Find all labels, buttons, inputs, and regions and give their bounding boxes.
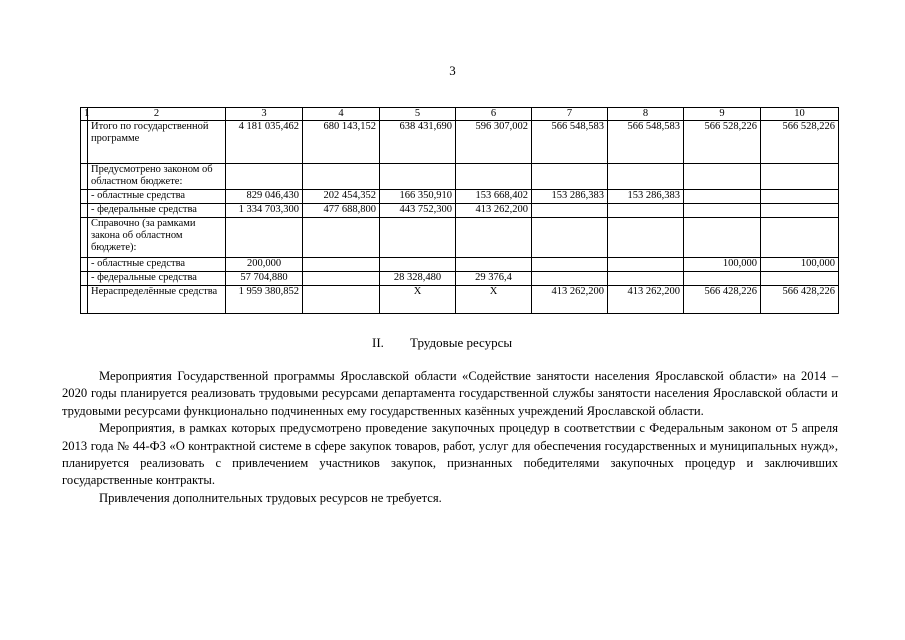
paragraph: Мероприятия Государственной программы Ярославской области «Содействие занятости населения Ярославской области» на 2014 – 2020 годы планируется реализовать трудовыми ресурсами департамента государственной службы занятости населения Ярославской области и трудовыми ресурсами функционально подчиненных ему государственных казённых учреждений Ярославской области. [62,369,838,418]
table-cell [684,272,761,286]
table-row [81,218,839,258]
header-cell: 2 [88,108,226,121]
table-cell: 57 704,880 [226,272,303,286]
table-cell: 566 548,583 [532,121,608,164]
table-cell [81,204,88,218]
table-cell: 638 431,690 [380,121,456,164]
table-cell [761,204,839,218]
table-cell: 153 286,383 [532,190,608,204]
table-row [81,286,839,314]
header-cell: 10 [761,108,839,121]
table-row [81,204,839,218]
table-cell: 4 181 035,462 [226,121,303,164]
table-cell [608,258,684,272]
page-number: 3 [449,63,456,78]
row-label: - областные средства [88,190,226,204]
table-cell [761,164,839,190]
table-cell: 680 143,152 [303,121,380,164]
table-cell: 829 046,430 [226,190,303,204]
table-cell: 566 528,226 [761,121,839,164]
table-cell [608,218,684,258]
table-cell: 100,000 [684,258,761,272]
table-row [81,190,839,204]
table-cell [380,164,456,190]
table-cell [761,218,839,258]
table-cell: 413 262,200 [608,286,684,314]
table-header-row [81,108,839,121]
table-cell: 28 328,480 [380,272,456,286]
table-cell [81,164,88,190]
table-cell [303,286,380,314]
table-cell [761,272,839,286]
section-number: II. [372,335,384,350]
row-label: - областные средства [88,258,226,272]
table-cell [303,218,380,258]
table-cell [81,121,88,164]
header-cell: 7 [532,108,608,121]
table-cell [303,258,380,272]
table-cell [303,272,380,286]
table-cell [608,164,684,190]
table-row [81,164,839,190]
table-cell [380,258,456,272]
table-cell [81,272,88,286]
header-cell: 3 [226,108,303,121]
table-cell [81,286,88,314]
paragraph: Мероприятия, в рамках которых предусмотрено проведение закупочных процедур в соответствии с Федеральным законом от 5 апреля 2013 года № 44-ФЗ «О контрактной системе в сфере закупок товаров, работ, услуг для обеспечения государственных и муниципальных нужд», планируется реализовать с привлечением участников закупок, признанных победителями закупочных процедур и заключивших государственные контракты. [62,421,838,488]
table-cell [81,258,88,272]
table-cell: 29 376,4 [456,272,532,286]
header-cell: 9 [684,108,761,121]
table-cell: 413 262,200 [456,204,532,218]
table-cell [226,164,303,190]
table-cell [761,190,839,204]
section-heading [372,335,512,351]
table-cell [303,164,380,190]
table-cell [532,218,608,258]
row-label: Предусмотрено законом об областном бюджете: [88,164,226,190]
table-cell: 166 350,910 [380,190,456,204]
table-row [81,258,839,272]
table-cell [456,164,532,190]
table-cell [456,218,532,258]
table-cell [532,272,608,286]
table-cell [456,258,532,272]
section-body [62,368,838,507]
header-cell: 4 [303,108,380,121]
table-cell: 153 668,402 [456,190,532,204]
table-cell: 1 959 380,852 [226,286,303,314]
table-cell [532,164,608,190]
table-cell: 413 262,200 [532,286,608,314]
table-cell: 566 428,226 [761,286,839,314]
table-cell [684,204,761,218]
table-cell [532,258,608,272]
table-cell [684,164,761,190]
table-cell: Х [456,286,532,314]
row-label: - федеральные средства [88,272,226,286]
table-cell [608,272,684,286]
budget-table [80,107,839,314]
row-label: Итого по государственной программе [88,121,226,164]
table-cell [81,218,88,258]
table-cell [608,204,684,218]
table-cell: 100,000 [761,258,839,272]
table-cell: 596 307,002 [456,121,532,164]
table-cell: 200,000 [226,258,303,272]
table-cell: 202 454,352 [303,190,380,204]
table-cell [226,218,303,258]
header-cell: 8 [608,108,684,121]
table-row [81,121,839,164]
table-cell: 566 528,226 [684,121,761,164]
section-title: Трудовые ресурсы [410,335,513,350]
row-label: Нераспределённые средства [88,286,226,314]
table-cell: 566 548,583 [608,121,684,164]
table-cell [532,204,608,218]
table-cell: 477 688,800 [303,204,380,218]
table-cell [684,190,761,204]
table-cell [684,218,761,258]
row-label: - федеральные средства [88,204,226,218]
table-cell: Х [380,286,456,314]
table-cell: 566 428,226 [684,286,761,314]
table-cell [81,190,88,204]
table-cell: 443 752,300 [380,204,456,218]
table-cell [380,218,456,258]
header-cell: 5 [380,108,456,121]
row-label: Справочно (за рамками закона об областном бюджете): [88,218,226,258]
table-cell: 1 334 703,300 [226,204,303,218]
header-cell: 1 [81,108,88,121]
table-row [81,272,839,286]
paragraph: Привлечения дополнительных трудовых ресурсов не требуется. [99,490,442,505]
header-cell: 6 [456,108,532,121]
table-cell: 153 286,383 [608,190,684,204]
